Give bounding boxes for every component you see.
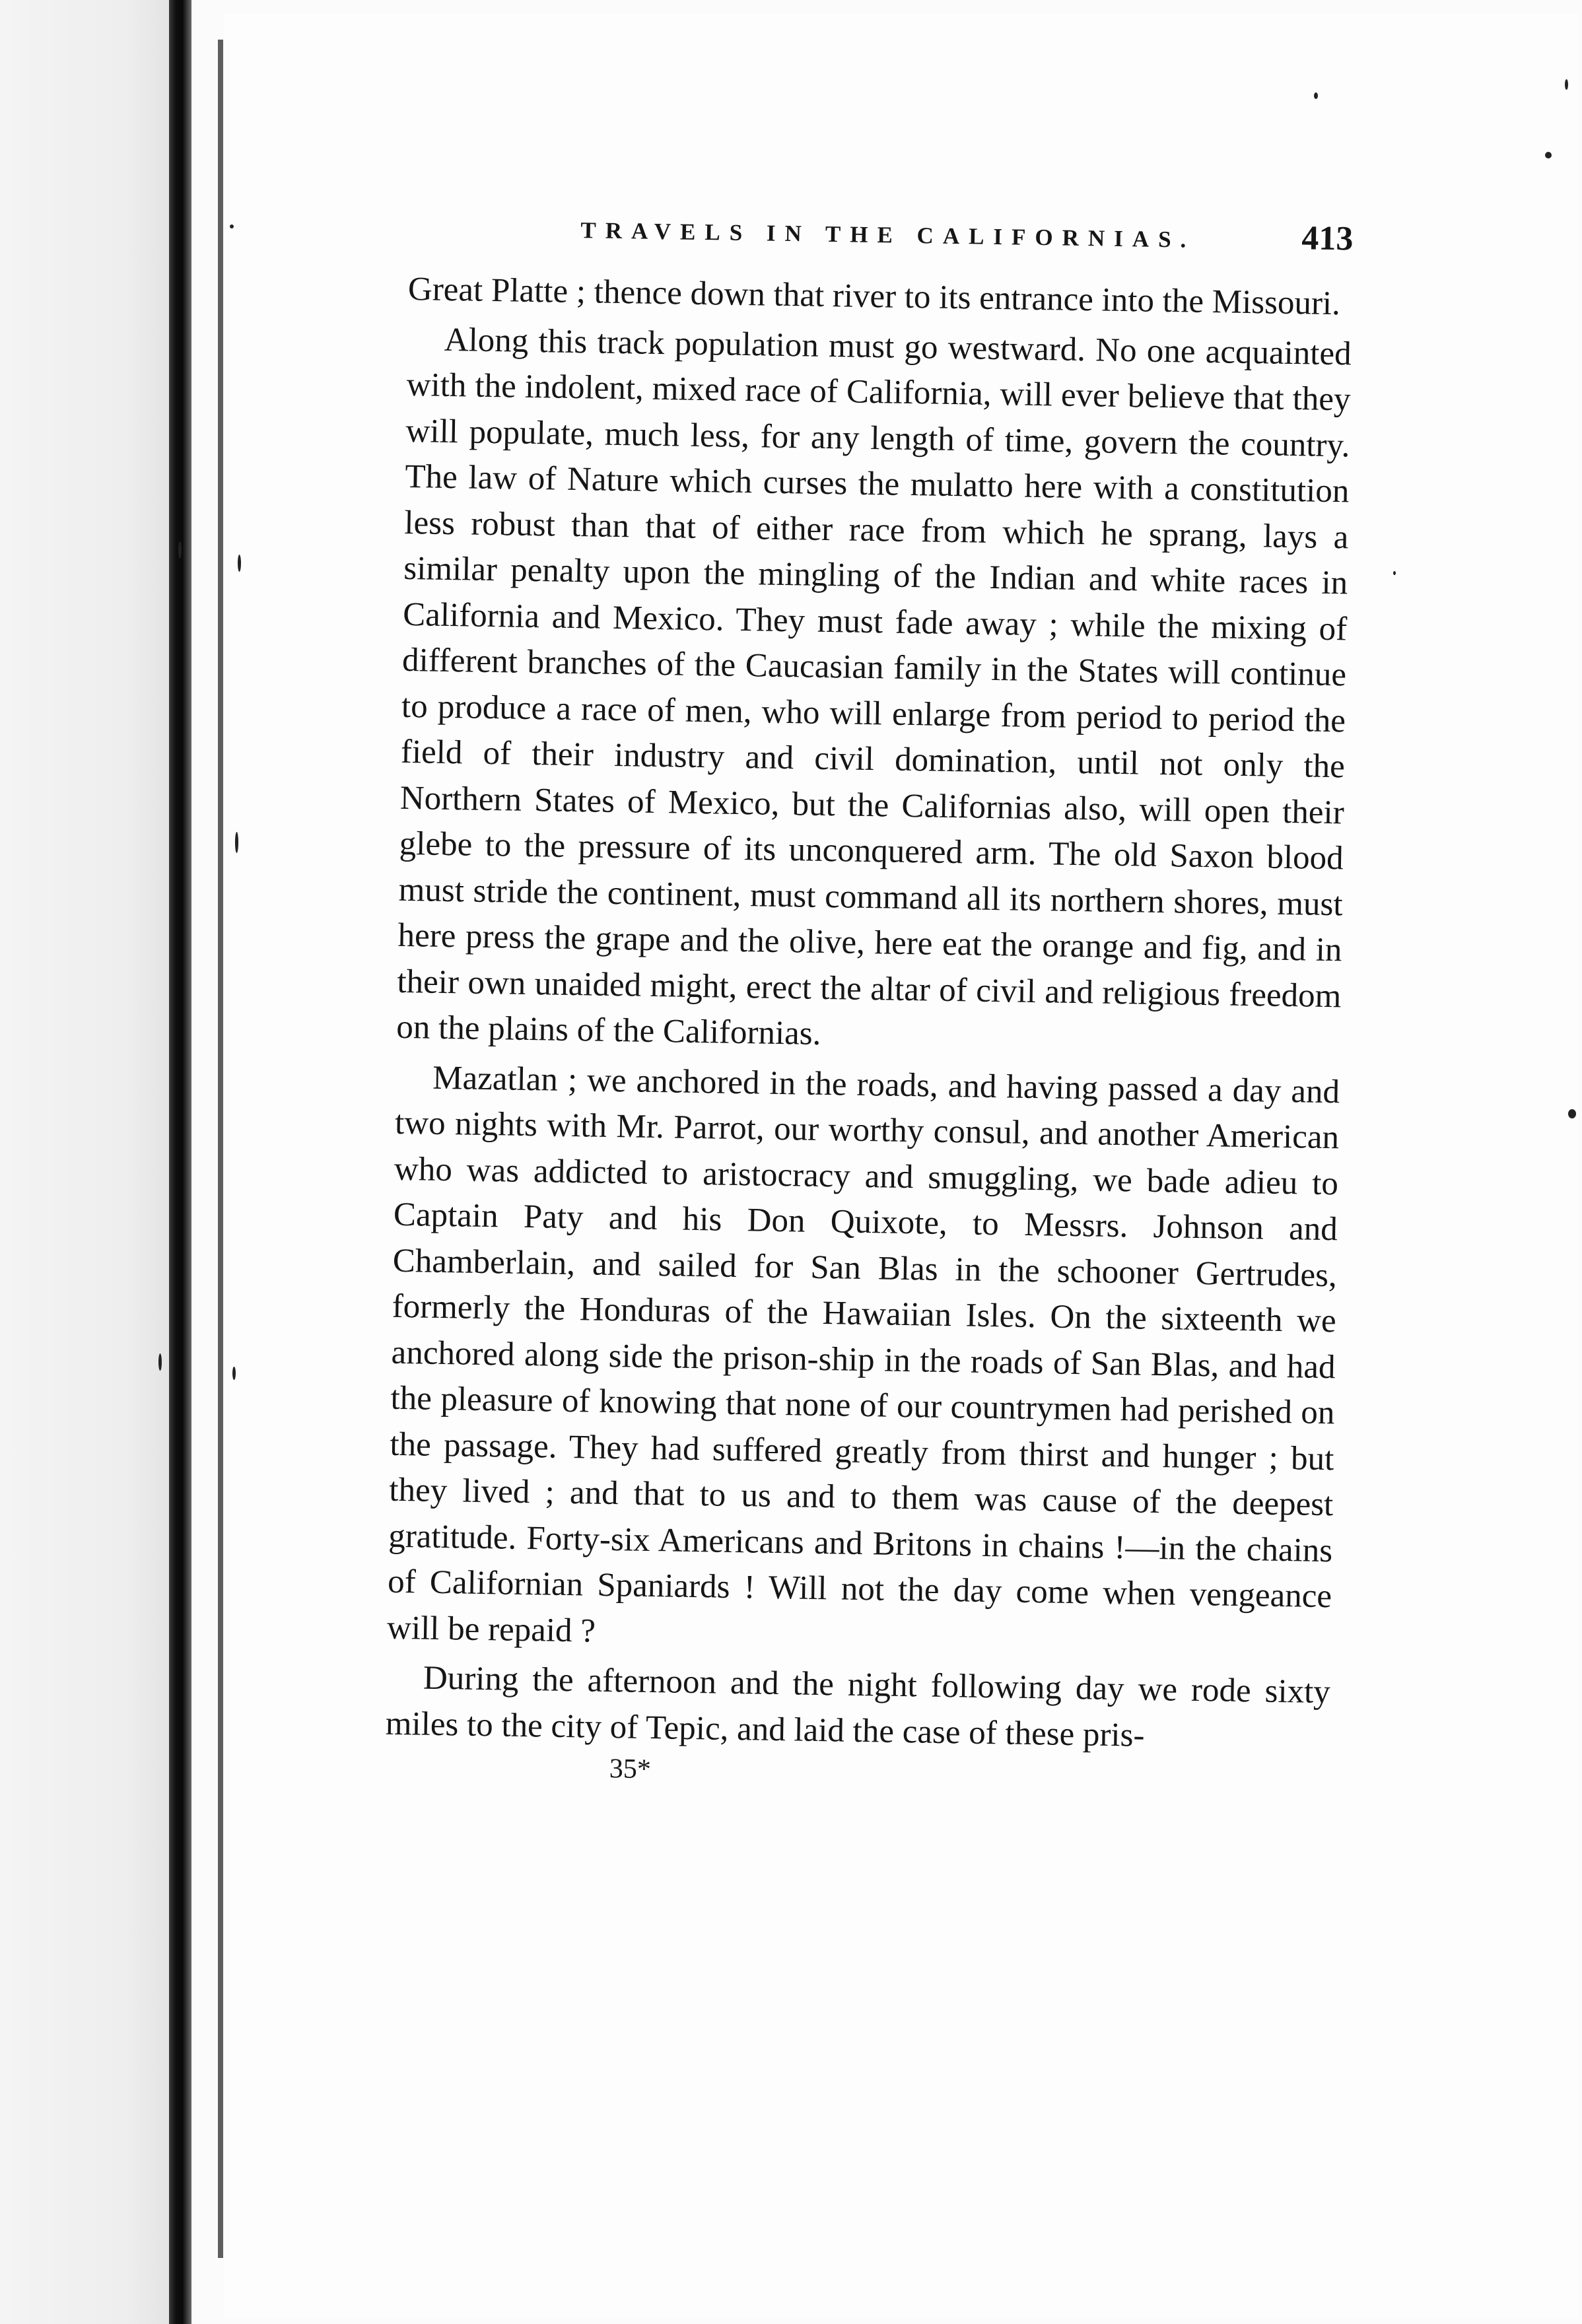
scan-speck bbox=[232, 1367, 236, 1380]
paragraph: During the afternoon and the night following day we rode sixty miles to the city of Tepic, and laid the case of these pris- bbox=[385, 1659, 1331, 1754]
body-text bbox=[385, 267, 1352, 1761]
running-head bbox=[580, 207, 1354, 272]
scan-speck bbox=[1393, 571, 1396, 575]
page-edge-line bbox=[218, 40, 223, 2258]
scan-speck bbox=[235, 832, 238, 853]
running-title: TRAVELS IN THE CALIFORNIAS. bbox=[580, 217, 1196, 253]
scan-speck bbox=[230, 224, 234, 228]
scan-speck bbox=[1545, 152, 1552, 158]
scan-speck bbox=[178, 541, 182, 559]
paragraph: Along this track population must go westward. No one acquainted with the indolent, mixed race of California, will ever believe that they will populate, much less, for any length of time, govern the country. The law of Nature which curses the mulatto here with a constitution less robust than that of either race from which he sprang, lays a similar penalty upon the mingling of the Indian and white races in California and Mexico. They must fade away ; while the mixing of different branches of the Caucasian family in the States will continue to produce a race of men, who will enlarge from period to period the field of their industry and civil domination, until not only the Northern States of Mexico, but the Californias also, will open their glebe to the pressure of its unconquered arm. The old Saxon blood must stride the continent, must command all its northern shores, must here press the grape and the olive, here eat the orange and fig, and in their own unaided might, erect the altar of civil and religious freedom on the plains of the Californias. bbox=[396, 321, 1352, 1052]
scan-speck bbox=[238, 555, 241, 572]
signature-mark: 35* bbox=[609, 1754, 652, 1785]
page-number: 413 bbox=[1301, 219, 1354, 258]
facing-page-edge bbox=[0, 0, 178, 2324]
scan-speck bbox=[1314, 92, 1318, 99]
scan-speck bbox=[1568, 1109, 1576, 1118]
scan-speck bbox=[158, 1353, 162, 1371]
paragraph: Mazatlan ; we anchored in the roads, and having passed a day and two nights with Mr. Parrot, our worthy consul, and another American who was addicted to aristocracy and smuggling, we bade adieu to Captain Paty and his Don Quixote, to Messrs. Johnson and Chamberlain, and sailed for San Blas in the schooner Gertrudes, formerly the Honduras of the Hawaiian Isles. On the sixteenth we anchored along side the prison-ship in the roads of San Blas, and had the pleasure of knowing that none of our countrymen had perished on the passage. They had suffered greatly from thirst and hunger ; but they lived ; and that to us and to them was cause of the deepest gratitude. Forty-six Americans and Britons in chains !—in the chains of Californian Spaniards ! Will not the day come when vengeance will be repaid ? bbox=[386, 1059, 1340, 1650]
page-text-block bbox=[384, 205, 1353, 1796]
scan-speck bbox=[1565, 79, 1568, 90]
paragraph: Great Platte ; thence down that river to its entrance into the Missouri. bbox=[407, 270, 1341, 323]
book-gutter-shadow bbox=[169, 0, 191, 2324]
